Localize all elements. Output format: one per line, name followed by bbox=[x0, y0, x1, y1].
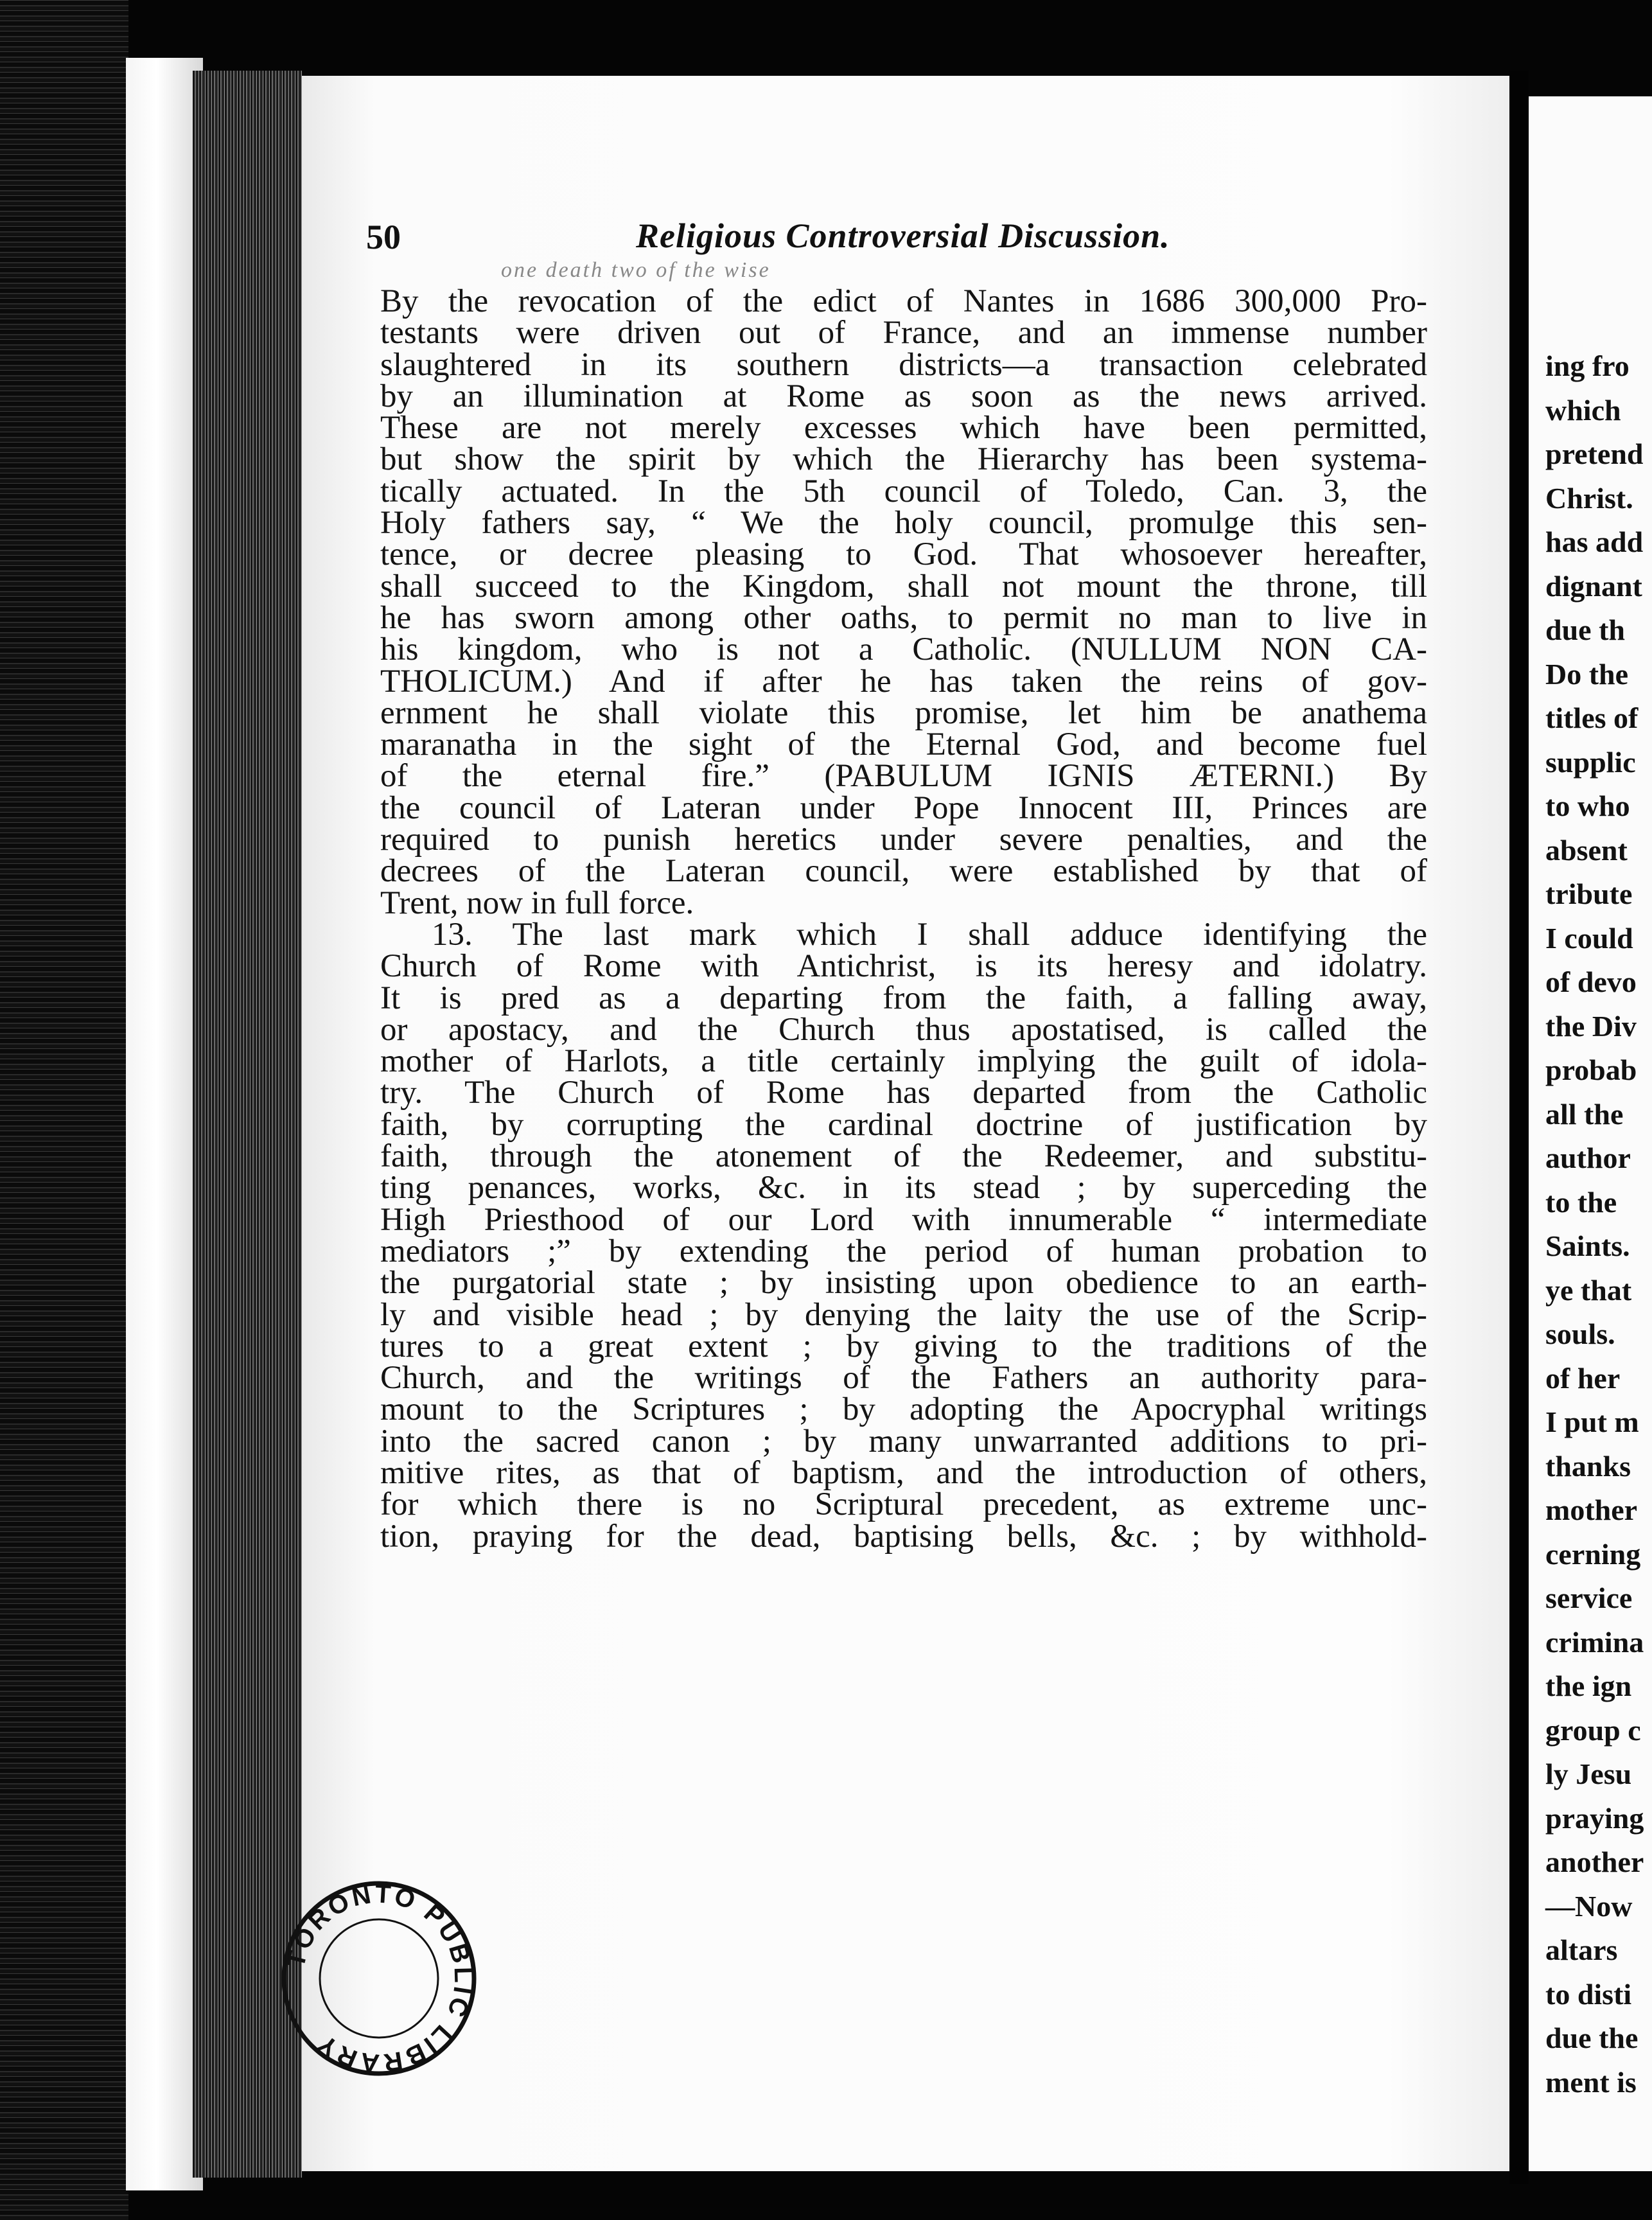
text-line: required to punish heretics under severe penalties, and the bbox=[380, 822, 1427, 858]
facing-page-line: cerning bbox=[1545, 1537, 1641, 1571]
facing-page-line: all the bbox=[1545, 1097, 1624, 1131]
body-text bbox=[380, 283, 1427, 1555]
scanner-background bbox=[0, 0, 128, 2220]
facing-page-line: I put m bbox=[1545, 1405, 1639, 1438]
facing-page-line: praying bbox=[1545, 1801, 1644, 1835]
text-line: maranatha in the sight of the Eternal God, and become fuel bbox=[380, 727, 1427, 763]
text-line: Trent, now in full force. bbox=[380, 885, 694, 921]
library-stamp bbox=[276, 1876, 482, 2081]
facing-page-line: to the bbox=[1545, 1185, 1617, 1219]
facing-page-line: souls. bbox=[1545, 1317, 1615, 1350]
text-line: mother of Harlots, a title certainly implying the guilt of idola- bbox=[380, 1043, 1427, 1080]
facing-page-line: dignant bbox=[1545, 569, 1642, 603]
page-stack-edge bbox=[193, 71, 302, 2178]
text-line: mediators ;” by extending the period of human probation to bbox=[380, 1233, 1427, 1269]
facing-page-line: ye that bbox=[1545, 1273, 1632, 1307]
text-line: slaughtered in its southern districts—a transaction celebrated bbox=[380, 346, 1427, 383]
text-line: High Priesthood of our Lord with innumerable “ intermediate bbox=[380, 1201, 1427, 1238]
facing-page-line: of her bbox=[1545, 1361, 1621, 1395]
text-line: by an illumination at Rome as soon as the news arrived. bbox=[380, 378, 1427, 414]
text-line: or apostacy, and the Church thus apostatised, is called the bbox=[380, 1011, 1427, 1048]
facing-page-line: Saints. bbox=[1545, 1229, 1630, 1262]
facing-page-line: supplic bbox=[1545, 745, 1636, 779]
facing-page-line: due th bbox=[1545, 613, 1625, 646]
text-line: These are not merely excesses which have been permitted, bbox=[380, 410, 1427, 446]
facing-page-line: tribute bbox=[1545, 877, 1633, 910]
text-line: tures to a great extent ; by giving to the traditions of the bbox=[380, 1328, 1427, 1364]
text-line: he has sworn among other oaths, to permit no man to live in bbox=[380, 599, 1427, 636]
stamp-text: TORONTO PUBLIC LIBRARY bbox=[281, 1880, 478, 2077]
text-line: Church of Rome with Antichrist, is its heresy and idolatry. bbox=[380, 948, 1427, 985]
facing-page-line: ing fro bbox=[1545, 349, 1630, 382]
text-line: tence, or decree pleasing to God. That whosoever hereafter, bbox=[380, 536, 1427, 573]
text-line: faith, through the atonement of the Redeemer, and substitu- bbox=[380, 1138, 1427, 1175]
facing-page-line: I could bbox=[1545, 921, 1633, 955]
facing-page-line: —Now bbox=[1545, 1889, 1633, 1923]
book-cover-edge bbox=[126, 58, 203, 2190]
text-line: into the sacred canon ; by many unwarranted additions to pri- bbox=[380, 1423, 1427, 1459]
facing-page-line: another bbox=[1545, 1846, 1644, 1878]
facing-page-line: of devo bbox=[1545, 965, 1637, 998]
text-line: tically actuated. In the 5th council of Toledo, Can. 3, the bbox=[380, 473, 1427, 509]
text-line: testants were driven out of France, and an immense number bbox=[380, 315, 1427, 351]
facing-page-line: has add bbox=[1545, 525, 1644, 558]
facing-page-line: the ign bbox=[1545, 1669, 1632, 1702]
facing-page-line: altars bbox=[1545, 1934, 1618, 1966]
text-line: for which there is no Scriptural precedent, as extreme unc- bbox=[380, 1486, 1427, 1523]
facing-page-line: which bbox=[1545, 393, 1621, 427]
facing-page-line: author bbox=[1545, 1141, 1631, 1174]
facing-page-line: probab bbox=[1545, 1053, 1637, 1086]
text-line: faith, by corrupting the cardinal doctrine of justification by bbox=[380, 1106, 1427, 1143]
text-line: the council of Lateran under Pope Innocent III, Princes are bbox=[380, 789, 1427, 826]
facing-page-line: titles of bbox=[1545, 701, 1639, 734]
text-line: By the revocation of the edict of Nantes in 1686 300,000 Pro- bbox=[380, 283, 1427, 319]
facing-page-line: due the bbox=[1545, 2022, 1639, 2054]
facing-page-line: service bbox=[1545, 1581, 1633, 1614]
text-line: Church, and the writings of the Fathers an authority para- bbox=[380, 1360, 1427, 1396]
text-line: It is pred as a departing from the faith, a falling away, bbox=[380, 980, 1427, 1016]
page-number: 50 bbox=[366, 218, 401, 256]
text-line: THOLICUM.) And if after he has taken the reins of gov- bbox=[380, 663, 1427, 700]
facing-page-line: crimina bbox=[1545, 1625, 1644, 1659]
text-line: ting penances, works, &c. in its stead ; by superceding the bbox=[380, 1170, 1427, 1206]
text-line: try. The Church of Rome has departed from the Catholic bbox=[380, 1075, 1427, 1111]
facing-page-line: Christ. bbox=[1545, 481, 1633, 515]
bleed-through-text: one death two of the wise bbox=[501, 258, 771, 282]
text-line: mount to the Scriptures ; by adopting the Apocryphal writings bbox=[380, 1391, 1427, 1428]
facing-page bbox=[1529, 96, 1652, 2171]
facing-page-line: pretend bbox=[1545, 437, 1644, 470]
facing-page-line: to who bbox=[1545, 789, 1630, 822]
text-line: ly and visible head ; by denying the laity the use of the Scrip- bbox=[380, 1296, 1427, 1333]
facing-page-line: absent bbox=[1545, 833, 1628, 867]
text-line: tion, praying for the dead, baptising bells, &c. ; by withhold- bbox=[380, 1518, 1427, 1555]
text-line: mitive rites, as that of baptism, and the introduction of others, bbox=[380, 1454, 1427, 1491]
text-line: his kingdom, who is not a Catholic. (NULLUM NON CA- bbox=[380, 631, 1427, 668]
text-line: shall succeed to the Kingdom, shall not mount the throne, till bbox=[380, 568, 1427, 604]
text-line: but show the spirit by which the Hierarchy has been systema- bbox=[380, 441, 1427, 478]
text-line: the purgatorial state ; by insisting upon obedience to an earth- bbox=[380, 1265, 1427, 1301]
running-head: Religious Controversial Discussion. bbox=[636, 216, 1170, 255]
text-line: of the eternal fire.” (PABULUM IGNIS ÆTERNI.) By bbox=[380, 758, 1427, 795]
text-line: decrees of the Lateran council, were established by that of bbox=[380, 853, 1427, 890]
text-line: ernment he shall violate this promise, let him be anathema bbox=[380, 694, 1427, 731]
facing-page-line: to disti bbox=[1545, 1977, 1632, 2011]
text-line: 13. The last mark which I shall adduce identifying the bbox=[432, 916, 1427, 953]
text-line: Holy fathers say, “ We the holy council, promulge this sen- bbox=[380, 505, 1427, 542]
book-gutter bbox=[1509, 71, 1529, 2184]
facing-page-line: thanks bbox=[1545, 1449, 1631, 1483]
facing-page-line: the Div bbox=[1545, 1009, 1637, 1043]
facing-page-line: Do the bbox=[1545, 657, 1629, 691]
facing-page-line: ly Jesu bbox=[1545, 1758, 1632, 1790]
facing-page-line: mother bbox=[1545, 1493, 1638, 1526]
facing-page-line: group c bbox=[1545, 1713, 1641, 1747]
facing-page-line: ment is bbox=[1545, 2065, 1637, 2099]
